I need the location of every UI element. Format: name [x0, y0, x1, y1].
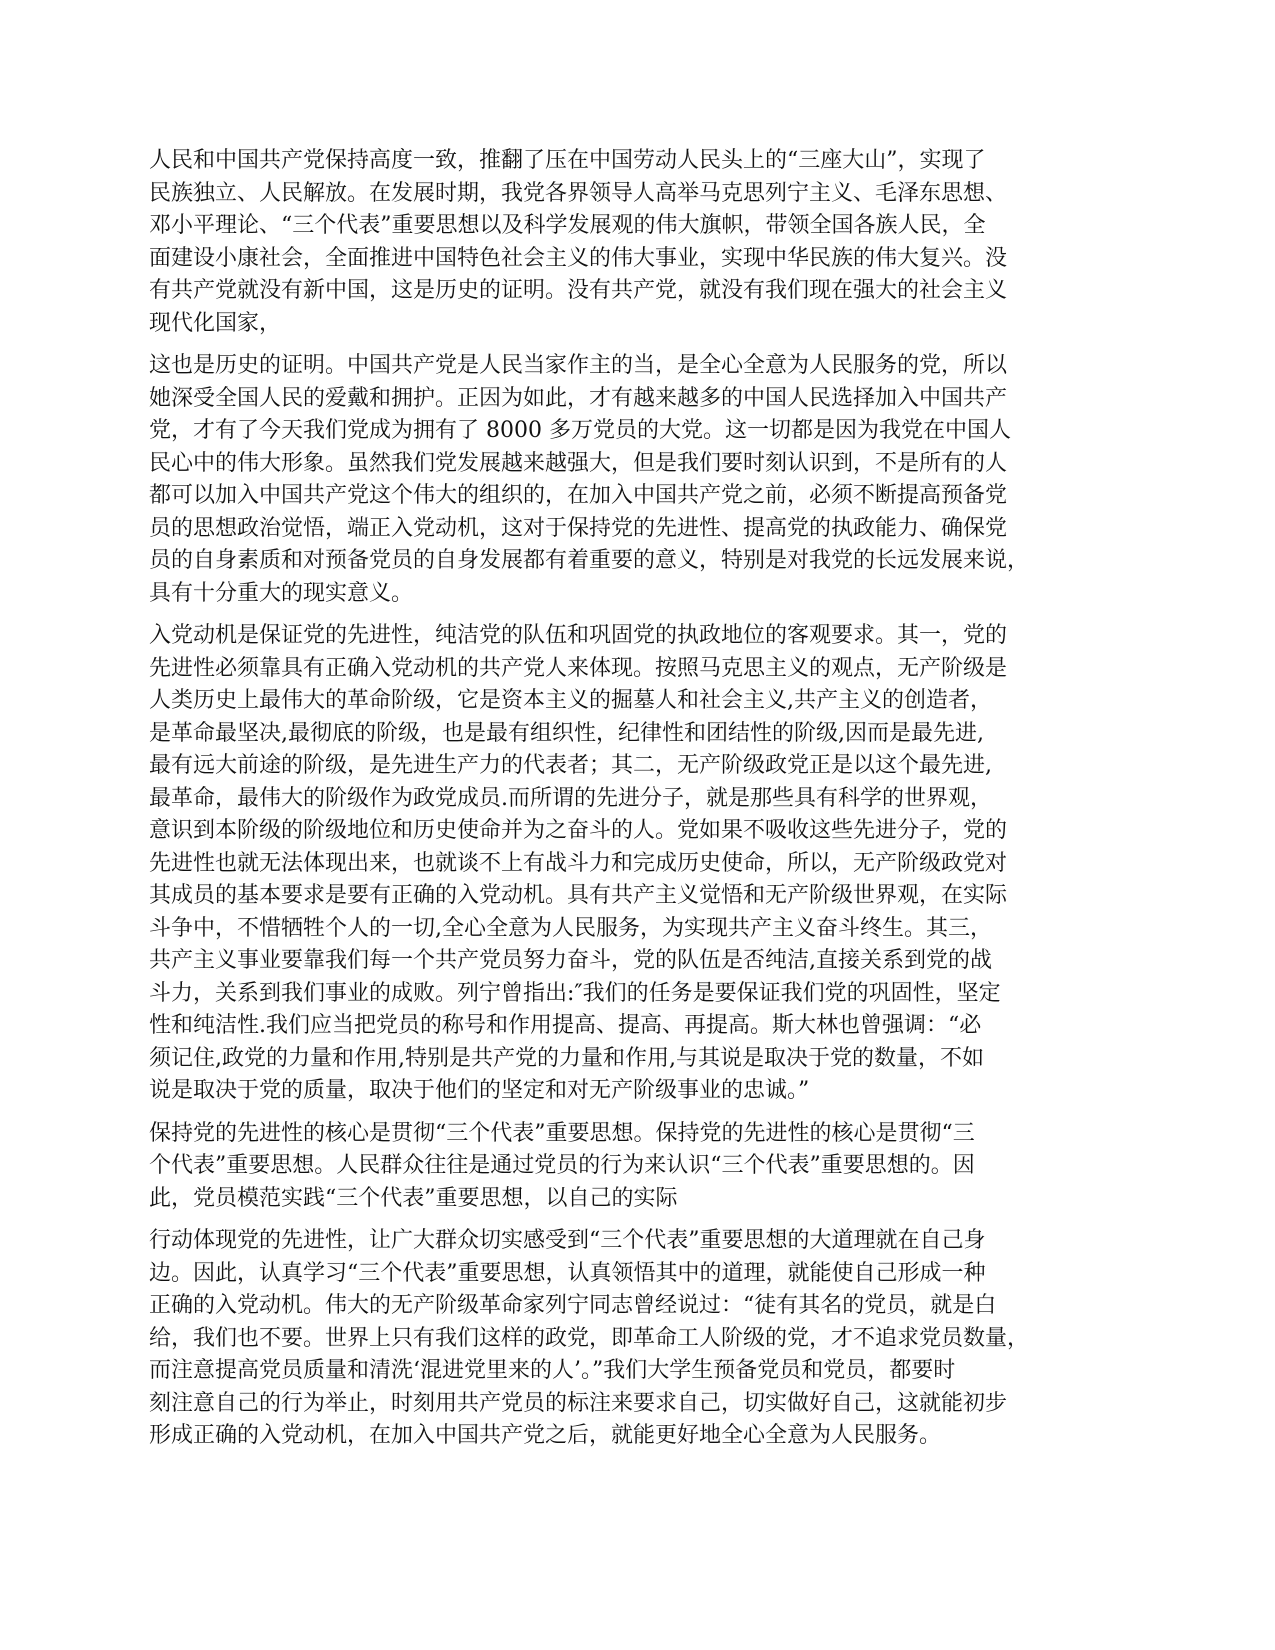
paragraph-1: 人民和中国共产党保持高度一致，推翻了压在中国劳动人民头上的“三座大山”，实现了 民族独立、人民解放。在发展时期，我党各界领导人高举马克思列宁主义、毛泽东思想、 邓小平理论、“三个代表”重要思想以及科学发展观的伟大旗帜，带领全国各族人民，全 面建设小康社会，全面推进中国特色社会主义的伟大事业，实现中华民族的伟大复兴。没 有共产党就没有新中国，这是历史的证明。没有共产党，就没有我们现在强大的社会主义 现代化国家， [149, 148, 1008, 336]
paragraph-2: 这也是历史的证明。中国共产党是人民当家作主的当，是全心全意为人民服务的党，所以 她深受全国人民的爱戴和拥护。正因为如此，才有越来越多的中国人民选择加入中国共产 党，才有了今天我们党成为拥有了 8000 多万党员的大党。这一切都是因为我党在中国人 民心中的伟大形象。虽然我们党发展越来越强大，但是我们要时刻认识到，不是所有的人 都可以加入中国共产党这个伟大的组织的，在加入中国共产党之前，必须不断提高预备党 员的思想政治觉悟，端正入党动机，这对于保持党的先进性、提高党的执政能力、确保党 员的自身素质和对预备党员的自身发展都有着重要的意义，特别是对我党的长远发展来说， 具有十分重大的现实意义。 [149, 353, 1030, 606]
paragraph-3: 入党动机是保证党的先进性，纯洁党的队伍和巩固党的执政地位的客观要求。其一，党的 先进性必须靠具有正确入党动机的共产党人来体现。按照马克思主义的观点，无产阶级是 人类历史上最伟大的革命阶级，它是资本主义的掘墓人和社会主义,共产主义的创造者， 是革命最坚决,最彻底的阶级，也是最有组织性，纪律性和团结性的阶级,因而是最先进, 最有远大前途的阶级，是先进生产力的代表者；其二，无产阶级政党正是以这个最先进, 最革命，最伟大的阶级作为政党成员.而所谓的先进分子，就是那些具有科学的世界观， 意识到本阶级的阶级地位和历史使命并为之奋斗的人。党如果不吸收这些先进分子，党的 先进性也就无法体现出来，也就谈不上有战斗力和完成历史使命，所以，无产阶级政党对 其成员的基本要求是要有正确的入党动机。具有共产主义觉悟和无产阶级世界观，在实际 斗争中，不惜牺牲个人的一切,全心全意为人民服务，为实现共产主义奋斗终生。其三， 共产主义事业要靠我们每一个共产党员努力奋斗，党的队伍是否纯洁,直接关系到党的战 斗力，关系到我们事业的成败。列宁曾指出:″我们的任务是要保证我们党的巩固性，坚定 性和纯洁性.我们应当把党员的称号和作用提高、提高、再提高。斯大林也曾强调：“必 须记住,政党的力量和作用,特别是共产党的力量和作用,与其说是取决于党的数量，不如 说是取决于党的质量，取决于他们的坚定和对无产阶级事业的忠诚。” [149, 623, 1008, 1103]
document-body [149, 145, 1133, 1463]
paragraph-5: 行动体现党的先进性，让广大群众切实感受到“三个代表”重要思想的大道理就在自己身 边。因此，认真学习“三个代表”重要思想，认真领悟其中的道理，就能使自己形成一种 正确的入党动机。伟大的无产阶级革命家列宁同志曾经说过：“徒有其名的党员，就是白 给，我们也不要。世界上只有我们这样的政党，即革命工人阶级的党，才不追求党员数量， 而注意提高党员质量和清洗‘混进党里来的人’。”我们大学生预备党员和党员，都要时 刻注意自己的行为举止，时刻用共产党员的标注来要求自己，切实做好自己，这就能初步 形成正确的入党动机，在加入中国共产党之后，就能更好地全心全意为人民服务。 [149, 1228, 1030, 1448]
paragraph-4: 保持党的先进性的核心是贯彻“三个代表”重要思想。保持党的先进性的核心是贯彻“三 个代表”重要思想。人民群众往往是通过党员的行为来认识“三个代表”重要思想的。因 此，党员模范实践“三个代表”重要思想，以自己的实际 [149, 1120, 975, 1211]
